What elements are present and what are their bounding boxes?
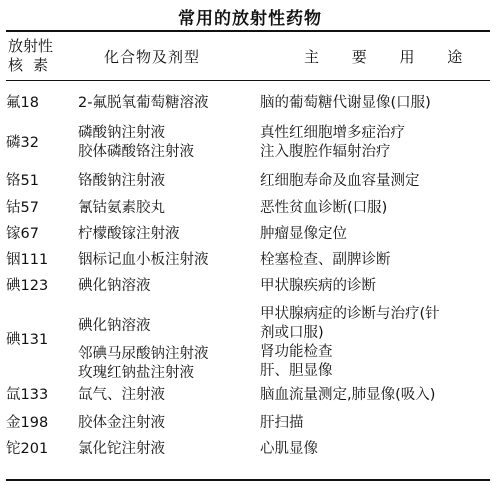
- use-line: 红细胞寿命及血容量测定: [260, 173, 420, 189]
- row-isotope: 碘123: [6, 278, 49, 294]
- table-title: 常用的放射性药物: [178, 9, 322, 29]
- row-isotope: 氙133: [6, 387, 49, 403]
- compound-line: 碘化钠溶液: [78, 278, 151, 294]
- row-use: [260, 386, 492, 405]
- row-use: [260, 225, 492, 244]
- row-use: [260, 124, 492, 162]
- use-line: 肝扫描: [260, 415, 304, 431]
- row-isotope: 铬51: [6, 173, 39, 189]
- header-isotope-line2: 核素: [8, 56, 59, 74]
- header-use: 主 要 用 途: [304, 48, 477, 66]
- row-isotope: 钴57: [6, 200, 39, 216]
- row-compound: [78, 386, 254, 405]
- row-compound: [78, 199, 254, 218]
- row-isotope: 氟18: [6, 95, 39, 111]
- use-line: 肾功能检查: [260, 344, 333, 360]
- compound-line: 玫瑰红钠盐注射液: [78, 365, 194, 381]
- row-compound: [78, 124, 254, 162]
- use-line: 真性红细胞增多症治疗: [260, 125, 405, 141]
- use-line: 肝、胆显像: [260, 363, 333, 379]
- compound-line: 铟标记血小板注射液: [78, 252, 209, 268]
- compound-line: 碘化钠溶液: [78, 318, 151, 334]
- row-use: [260, 199, 492, 218]
- row-use: [260, 440, 492, 459]
- row-isotope: 铟111: [6, 252, 49, 268]
- compound-line: 柠檬酸镓注射液: [78, 226, 180, 242]
- use-line: 脑的葡萄糖代谢显像(口服): [260, 95, 431, 111]
- compound-line: 氯化铊注射液: [78, 441, 165, 457]
- compound-line: 2-氟脱氧葡萄糖溶液: [78, 95, 209, 111]
- row-use: [260, 94, 492, 113]
- row-compound: [78, 251, 254, 270]
- header-compound: 化合物及剂型: [104, 48, 201, 66]
- compound-line: 磷酸钠注射液: [78, 125, 165, 141]
- row-isotope: 金198: [6, 415, 49, 431]
- row-compound: [78, 94, 254, 113]
- compound-line: 铬酸钠注射液: [78, 173, 165, 189]
- use-line: 肿瘤显像定位: [260, 226, 347, 242]
- row-compound: [78, 317, 254, 383]
- row-use: [260, 414, 492, 433]
- row-use: [260, 172, 492, 191]
- use-line: 甲状腺病症的诊断与治疗(针: [260, 306, 440, 322]
- compound-line: 胶体磷酸铬注射液: [78, 144, 194, 160]
- row-compound: [78, 277, 254, 296]
- row-compound: [78, 225, 254, 244]
- compound-line: 氰钴氨素胶丸: [78, 200, 165, 216]
- use-line: 甲状腺疾病的诊断: [260, 278, 376, 294]
- top-rule: [6, 30, 490, 32]
- compound-line: 胶体金注射液: [78, 415, 165, 431]
- row-compound: [78, 440, 254, 459]
- header-isotope: [8, 37, 70, 75]
- header-isotope-line1: 放射性: [8, 37, 54, 55]
- row-compound: [78, 414, 254, 433]
- compound-line: 氙气、注射液: [78, 387, 165, 403]
- row-compound: [78, 172, 254, 191]
- use-line: 剂或口服): [260, 325, 324, 341]
- row-isotope: 铊201: [6, 441, 49, 457]
- use-line: 脑血流量测定,肺显像(吸入): [260, 387, 436, 403]
- row-isotope: 磷32: [6, 135, 39, 151]
- bottom-rule: [6, 479, 490, 481]
- use-line: 恶性贫血诊断(口服): [260, 200, 388, 216]
- row-isotope: 镓67: [6, 226, 39, 242]
- header-rule: [6, 80, 490, 81]
- spacer: [78, 336, 254, 345]
- row-use: [260, 305, 492, 381]
- use-line: 栓塞检查、副脾诊断: [260, 252, 391, 268]
- row-use: [260, 277, 492, 296]
- use-line: 心肌显像: [260, 441, 318, 457]
- compound-line: 邻碘马尿酸钠注射液: [78, 346, 209, 362]
- row-use: [260, 251, 492, 270]
- use-line: 注入腹腔作辐射治疗: [260, 144, 391, 160]
- row-isotope: 碘131: [6, 332, 49, 348]
